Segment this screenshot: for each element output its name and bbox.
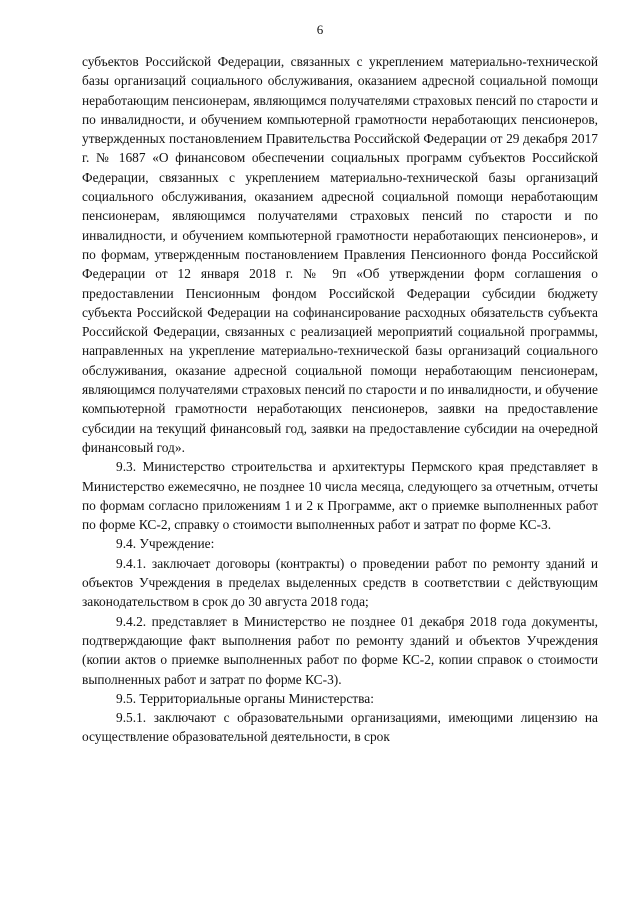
paragraph-9-4-2: 9.4.2. представляет в Министерство не позднее 01 декабря 2018 года документы, подтверждающие факт выполнения работ по ремонту зданий и объектов Учреждения (копии актов о приемке выполненных работ по форме КС-2, копии справок о стоимости выполненных работ и затрат по форме КС-3). <box>82 613 598 687</box>
paragraph-9-5-1: 9.5.1. заключают с образовательными организациями, имеющими лицензию на осуществление образовательной деятельности, в срок <box>82 710 598 745</box>
paragraph-9-4: 9.4. Учреждение: <box>116 536 215 552</box>
document-body <box>82 52 598 747</box>
page-number: 6 <box>316 22 324 37</box>
paragraph-9-5: 9.5. Территориальные органы Министерства: <box>116 690 374 706</box>
paragraph-9-3: 9.3. Министерство строительства и архитектуры Пермского края представляет в Министерство ежемесячно, не позднее 10 числа месяца, следующего за отчетным, отчеты по формам согласно приложениям 1 и 2 к Программе, акт о приемке выполненных работ по форме КС-2, справку о стоимости выполненных работ и затрат по форме КС-3. <box>82 459 598 533</box>
paragraph-9-4-1: 9.4.1. заключает договоры (контракты) о проведении работ по ремонту зданий и объектов Учреждения в пределах выделенных средств в соответствии с действующим законодательством в срок до 30 августа 2018 года; <box>82 555 598 610</box>
paragraph-continuation: субъектов Российской Федерации, связанных с укреплением материально-технической базы организаций социального обслуживания, оказанием адресной социальной помощи неработающим пенсионерам, являющимся получателями страховых пенсий по старости и по инвалидности, и обучением компьютерной грамотности неработающих пенсионеров, утвержденных постановлением Правительства Российской Федерации от 29 декабря 2017 г. № 1687 «О финансовом обеспечении социальных программ субъектов Российской Федерации, связанных с укреплением материально-технической базы организаций социального обслуживания, оказанием адресной социальной помощи неработающим пенсионерам, являющимся получателями страховых пенсий по старости и по инвалидности, и обучением компьютерной грамотности неработающих пенсионеров», и по формам, утвержденным постановлением Правления Пенсионного фонда Российской Федерации от 12 января 2018 г. № 9п «Об утверждении форм соглашения о предоставлении Пенсионным фондом Российской Федерации субсидии бюджету субъекта Российской Федерации на софинансирование расходных обязательств субъекта Российской Федерации, связанных с реализацией мероприятий социальной программы, направленных на укрепление материально-технической базы организаций социального обслуживания, оказание адресной социальной помощи неработающим пенсионерам, являющимся получателями страховых пенсий по старости и по инвалидности, и обучение компьютерной грамотности неработающих пенсионеров, заявки на предоставление субсидии на текущий финансовый год, заявки на предоставление субсидии на очередной финансовый год». <box>82 54 598 455</box>
